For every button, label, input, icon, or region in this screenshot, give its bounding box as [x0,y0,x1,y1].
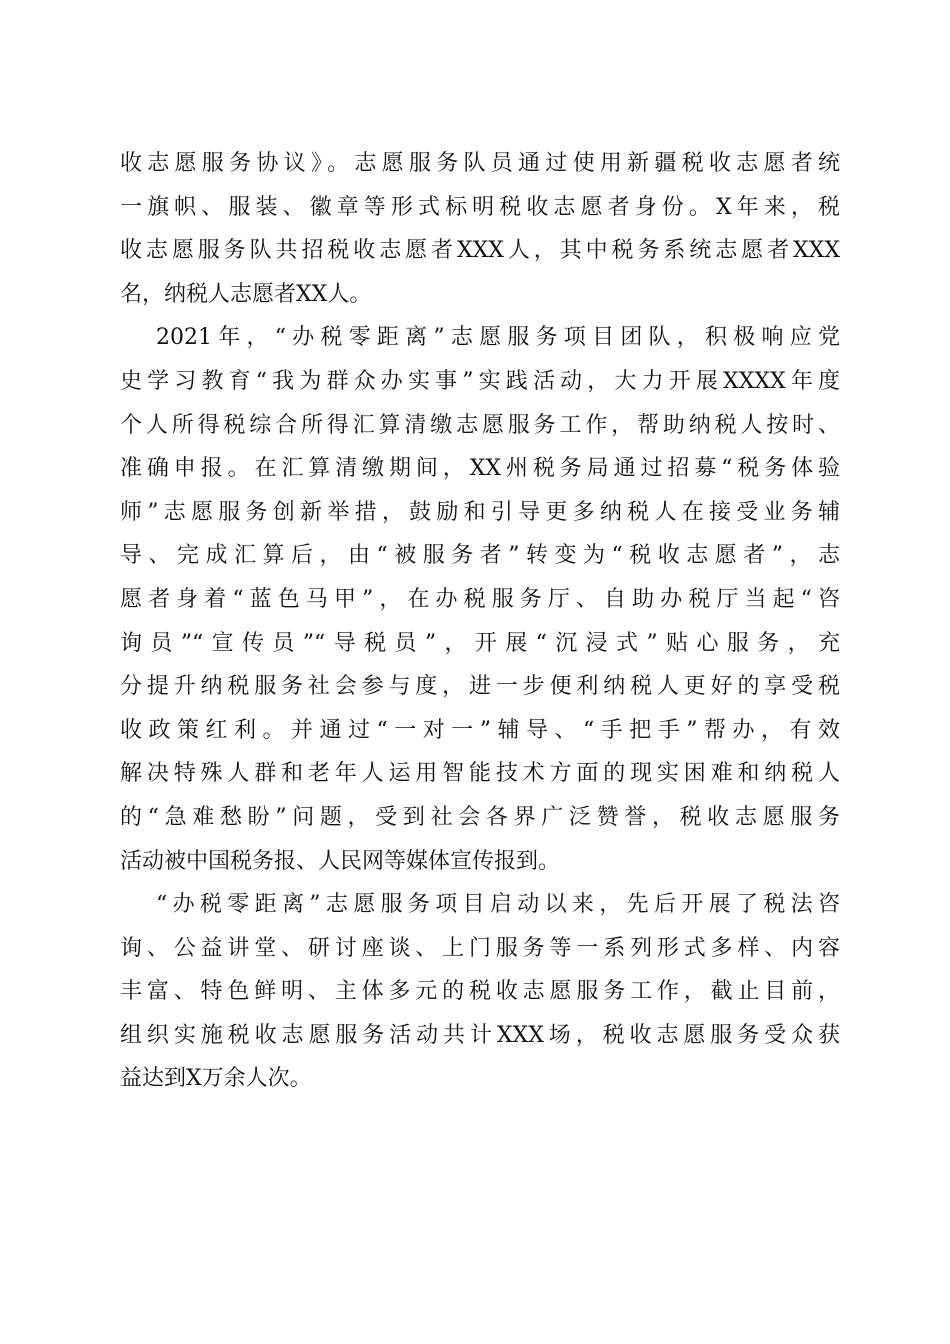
text-line: 丰富、特色鲜明、主体多元的税收志愿服务工作，截止目前， [120,979,840,1005]
text-line: 一旗帜、服装、徽章等形式标明税收志愿者身份。X年来，税 [120,194,840,220]
paragraph-3 [120,883,840,1101]
text-line: 准确申报。在汇算清缴期间，XX州税务局通过招募“税务体验 [120,456,840,482]
text-line: 史学习教育“我为群众办实事”实践活动，大力开展XXXX年度 [120,368,840,394]
text-line: “办税零距离”志愿服务项目启动以来，先后开展了税法咨 [156,892,840,918]
text-line: 导、完成汇算后，由“被服务者”转变为“税收志愿者”，志 [120,543,840,569]
text-line: 活动被中国税务报、人民网等媒体宣传报到。 [120,848,561,874]
text-line: 询员”“宣传员”“导税员”，开展“沉浸式”贴心服务，充 [120,630,840,656]
text-line: 益达到X万余人次。 [120,1066,312,1092]
text-line: 个人所得税综合所得汇算清缴志愿服务工作，帮助纳税人按时、 [120,412,840,438]
text-line: 收志愿服务协议》。志愿服务队员通过使用新疆税收志愿者统 [120,151,840,176]
text-line: 解决特殊人群和老年人运用智能技术方面的现实困难和纳税人 [120,761,840,787]
text-line: 组织实施税收志愿服务活动共计XXX场，税收志愿服务受众获 [120,1022,840,1048]
text-line: 名，纳税人志愿者XX人。 [120,281,372,307]
text-line: 愿者身着“蓝色马甲”，在办税服务厅、自助办税厅当起“咨 [120,586,840,612]
text-line: 收志愿服务队共招税收志愿者XXX人，其中税务系统志愿者XXX [120,238,840,264]
text-line: 询、公益讲堂、研讨座谈、上门服务等一系列形式多样、内容 [120,935,840,961]
document-body [120,142,840,1101]
text-line: 师”志愿服务创新举措，鼓励和引导更多纳税人在接受业务辅 [120,499,840,525]
text-line: 的“急难愁盼”问题，受到社会各界广泛赞誉，税收志愿服务 [120,804,840,830]
text-line: 收政策红利。并通过“一对一”辅导、“手把手”帮办，有效 [120,717,840,743]
text-line: 分提升纳税服务社会参与度，进一步便利纳税人更好的享受税 [120,674,840,700]
paragraph-2 [120,316,840,883]
paragraph-1 [120,142,840,316]
text-line: 2021年，“办税零距离”志愿服务项目团队，积极响应党 [156,325,840,351]
